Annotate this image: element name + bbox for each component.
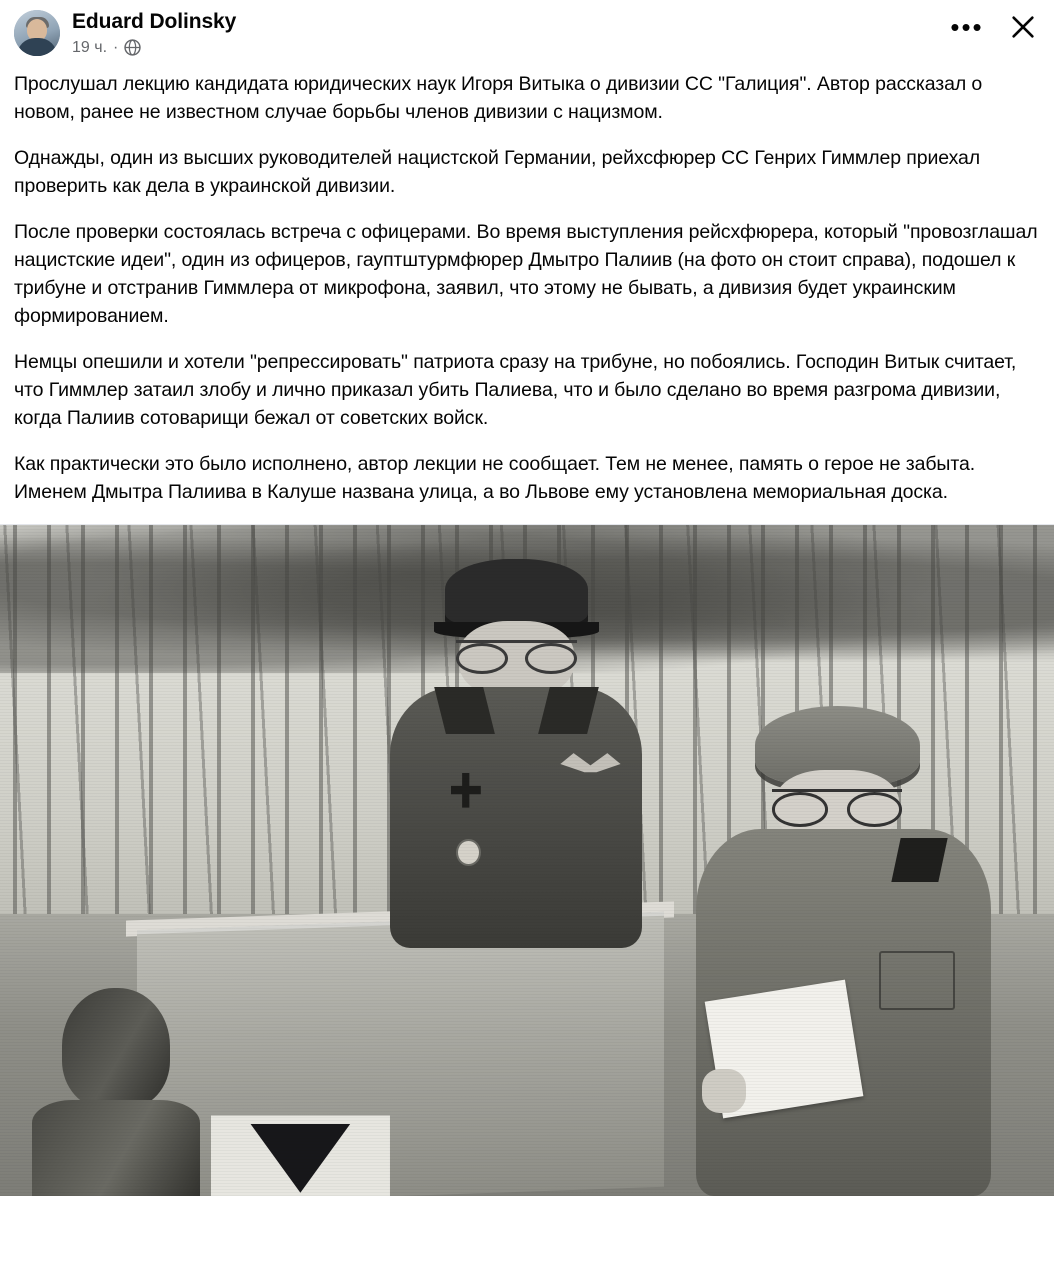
author-block [72,8,236,57]
photo-canvas [0,525,1054,1196]
officer-standing-left [379,559,653,948]
bust-monument [32,988,201,1196]
post-paragraph: Немцы опешили и хотели "репрессировать" патриота сразу на трибуне, но побоялись. Господин Витык считает, что Гиммлер затаил злобу и лично приказал убить Палиева, что и было сделано во время разгрома дивизии, когда Палиив сотоварищи бежал от советских войск. [14,351,1017,429]
post-header [0,0,1054,64]
officer-uniform [390,687,642,948]
post-paragraph: Как практически это было исполнено, автор лекции не сообщает. Тем не менее, память о герое не забыта. Именем Дмытра Палиива в Калуше названа улица, а во Львове ему установлена мемориальная доска. [14,453,976,503]
bust-head [62,988,170,1109]
author-name[interactable]: Eduard Dolinsky [72,10,237,33]
close-button[interactable] [1006,10,1040,44]
triangle-emblem [250,1124,350,1193]
round-medal [456,839,481,866]
uniform-pocket [879,951,956,1010]
officer-cap [445,559,587,625]
post-meta [72,38,236,57]
header-actions [950,10,1040,44]
post-photo[interactable] [0,524,1054,1196]
post-paragraph: После проверки состоялась встреча с офицерами. Во время выступления рейсхфюрера, который "провозглашал нацистские идеи", один из офицеров, гауптштурмфюрер Дмытро Палиив (на фото он стоит справа), подошел к трибуне и отстранив Гиммлера от микрофона, заявил, что этому не бывать, а дивизия будет украинским формированием. [14,221,1038,327]
officer-glasses [456,640,577,659]
bust-shoulders [32,1100,201,1196]
meta-separator: · [113,39,119,56]
officer-hand [702,1069,746,1113]
post-timestamp[interactable]: 19 ч. [72,39,108,56]
officer-glasses [772,789,902,809]
memorial-plaque [211,1115,390,1196]
collar-tab [892,838,949,882]
post-paragraph: Прослушал лекцию кандидата юридических наук Игоря Витыка о дивизии СС "Галиция". Автор рассказал о новом, ранее не известном случае борьбы членов дивизии с нацизмом. [14,73,983,123]
post-text [0,64,1054,524]
officer-standing-right [696,706,991,1196]
post-paragraph: Однажды, один из высших руководителей нацистской Германии, рейхсфюрер СС Генрих Гиммлер приехал проверить как дела в украинской дивизии. [14,147,981,197]
more-options-button[interactable]: ••• [950,12,984,42]
globe-icon[interactable] [124,39,141,56]
avatar[interactable] [14,10,60,56]
